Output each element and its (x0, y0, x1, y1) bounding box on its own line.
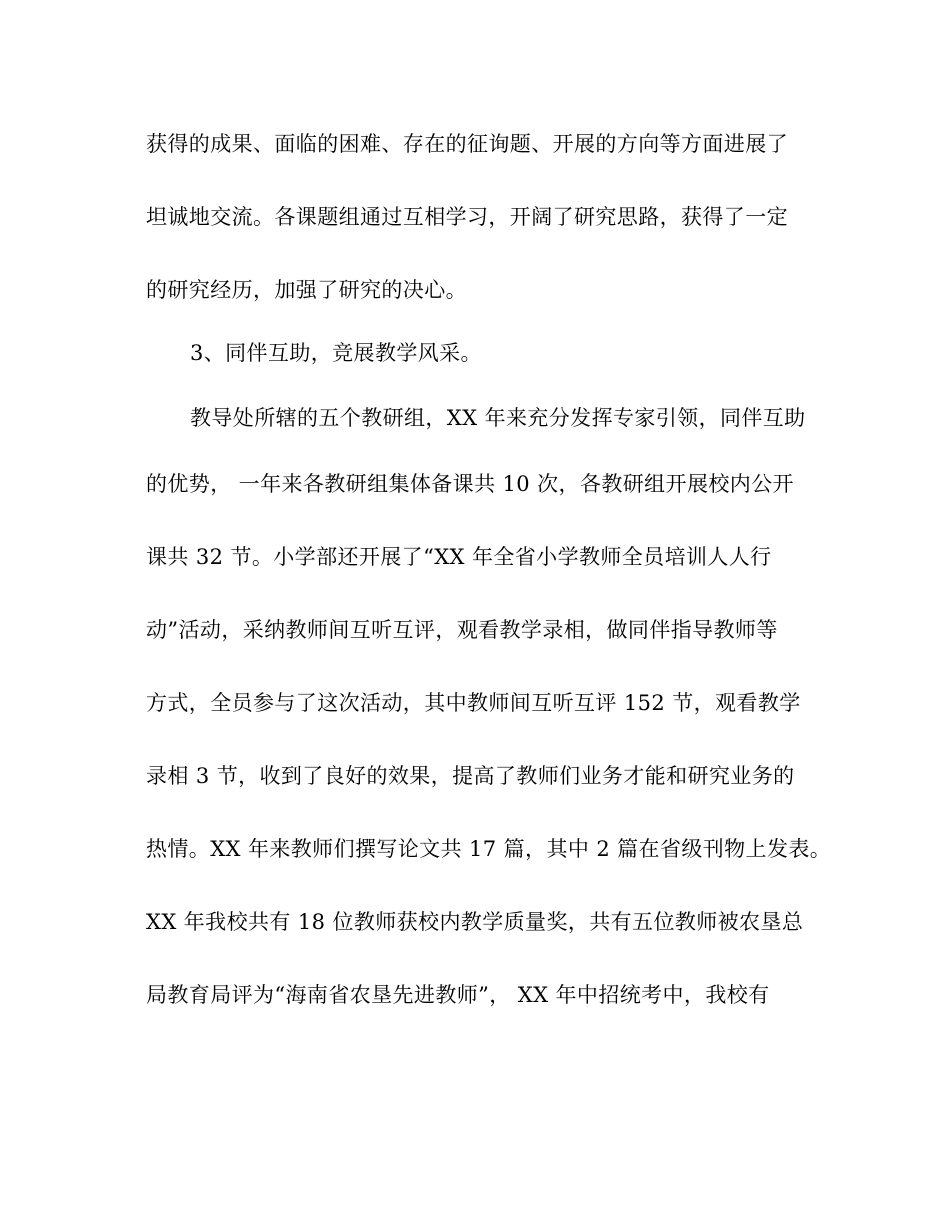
body-text-line: 动”活动，采纳教师间互听互评，观看教学录相，做同伴指导教师等 (146, 618, 778, 642)
body-text-line: 方式，全员参与了这次活动，其中教师间互听互评 152 节，观看教学 (146, 691, 801, 715)
body-text-line: 局教育局评为“海南省农垦先进教师”， XX 年中招统考中，我校有 (146, 983, 770, 1007)
body-text-line: 坦诚地交流。各课题组通过互相学习，开阔了研究思路，获得了一定 (146, 205, 788, 229)
body-text-line: 课共 32 节。小学部还开展了“XX 年全省小学教师全员培训人人行 (146, 545, 772, 569)
body-text-line: 获得的成果、面临的困难、存在的征询题、开展的方向等方面进展了 (146, 132, 788, 156)
body-text-line: 的优势， 一年来各教研组集体备课共 10 次，各教研组开展校内公开 (146, 472, 794, 496)
body-text-line: 录相 3 节，收到了良好的效果，提高了教师们业务才能和研究业务的 (146, 764, 795, 788)
body-text-line: 的研究经历，加强了研究的决心。 (146, 278, 467, 302)
section-heading: 3、同伴互助，竞展教学风采。 (190, 341, 482, 365)
body-text-line: 热情。XX 年来教师们撰写论文共 17 篇，其中 2 篇在省级刊物上发表。 (146, 837, 832, 861)
body-text-line: XX 年我校共有 18 位教师获校内教学质量奖，共有五位教师被农垦总 (146, 910, 804, 934)
body-text-line: 教导处所辖的五个教研组，XX 年来充分发挥专家引领，同伴互助 (190, 406, 806, 430)
